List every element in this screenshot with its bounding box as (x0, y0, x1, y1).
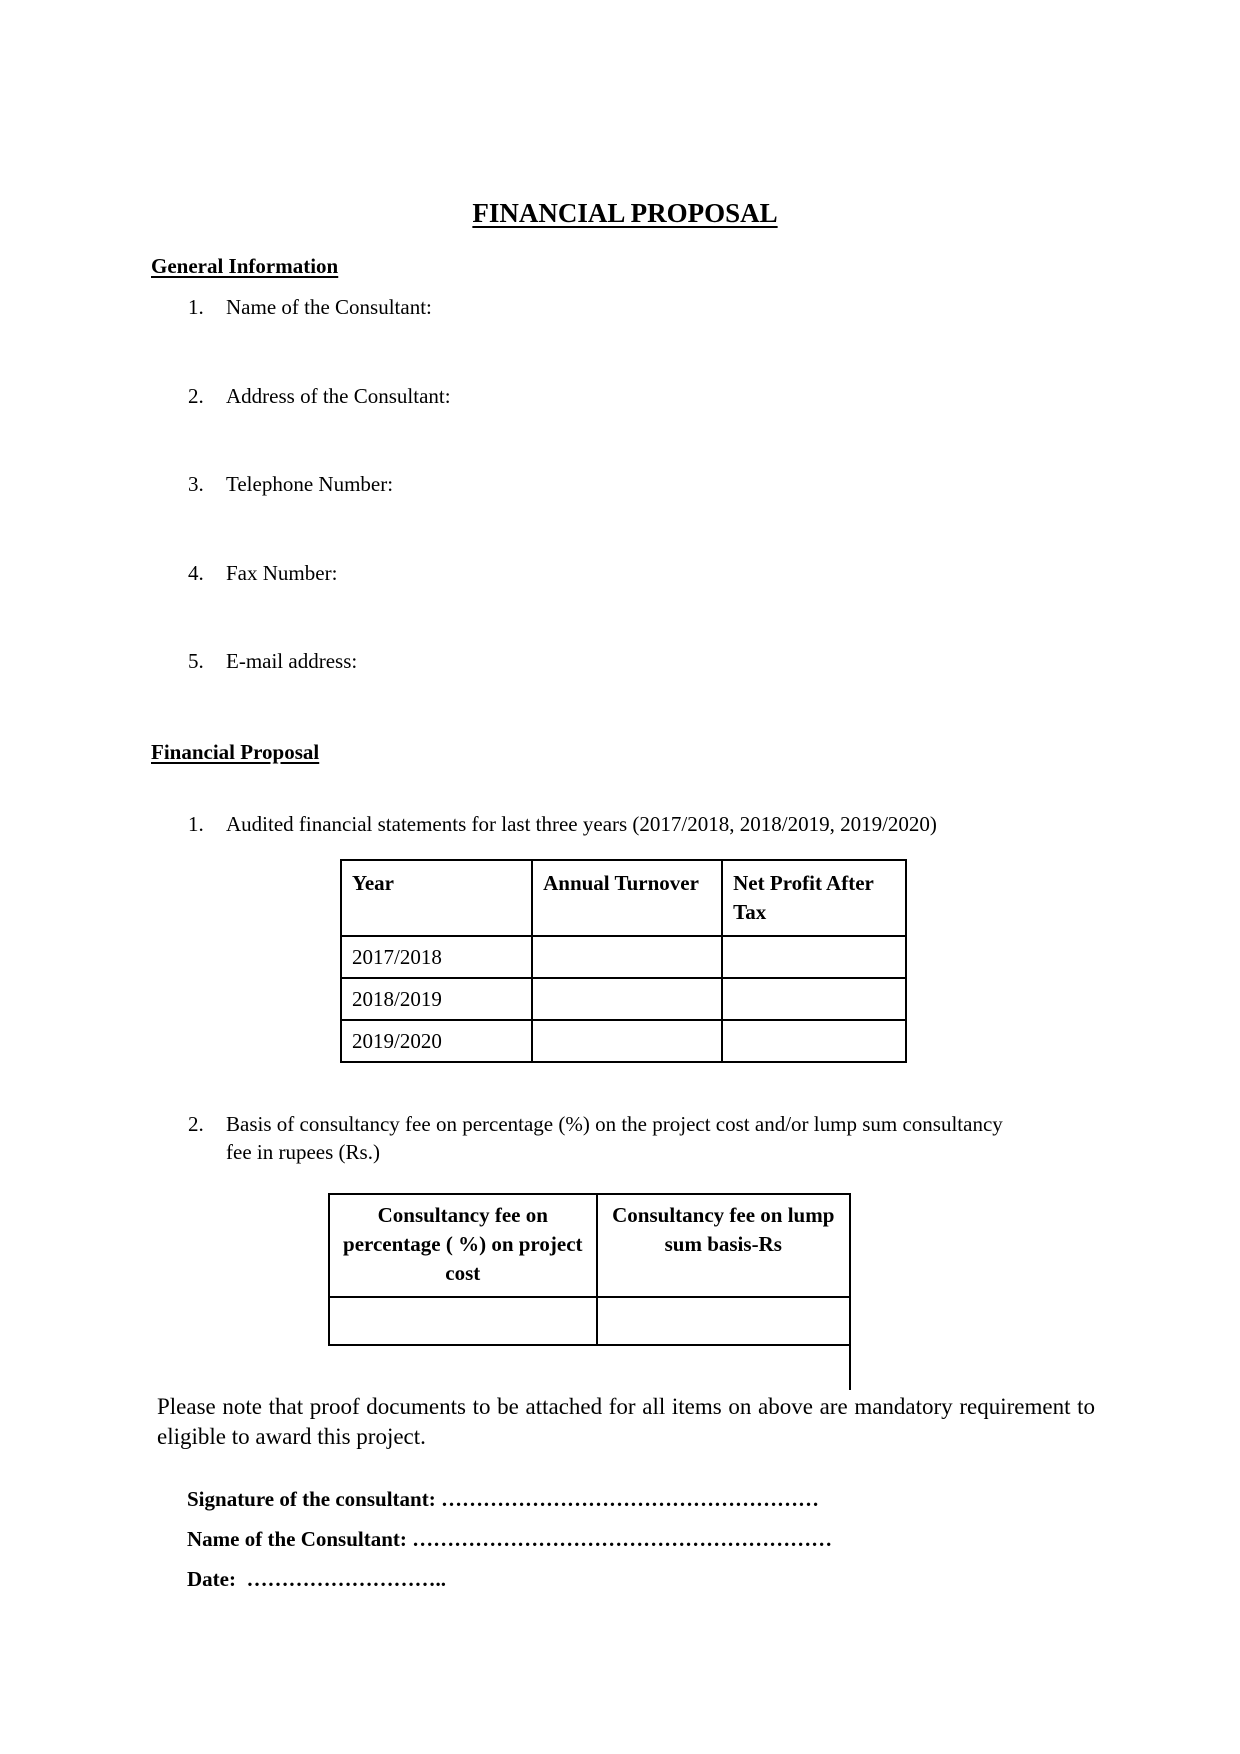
net-profit-cell[interactable] (722, 978, 906, 1020)
page-title: FINANCIAL PROPOSAL (472, 198, 778, 228)
header-fee-lump-sum: Consultancy fee on lump sum basis-Rs (597, 1194, 850, 1297)
general-item-number: 4. (188, 561, 204, 585)
date-line (187, 1567, 446, 1592)
year-cell: 2019/2020 (341, 1020, 532, 1062)
financial-item-number: 2. (188, 1112, 204, 1136)
general-information-heading: General Information (151, 254, 339, 278)
net-profit-cell[interactable] (722, 936, 906, 978)
signature-label: Signature of the consultant: (187, 1487, 436, 1511)
financial-proposal-heading: Financial Proposal (151, 740, 320, 764)
table-row (341, 936, 906, 978)
consultant-address-label: Address of the Consultant: (226, 384, 451, 408)
email-address-label: E-mail address: (226, 649, 358, 673)
general-item-number: 3. (188, 472, 204, 496)
signature-line (187, 1487, 819, 1512)
turnover-cell[interactable] (532, 936, 722, 978)
turnover-cell[interactable] (532, 978, 722, 1020)
audited-statements-text: Audited financial statements for last three years (2017/2018, 2018/2019, 2019/2020) (226, 812, 937, 836)
consultant-name-label: Name of the Consultant: (226, 295, 432, 319)
mandatory-note: Please note that proof documents to be attached for all items on above are mandatory requirement to eligible to award this project. (157, 1394, 1095, 1449)
table-divider-line (849, 1340, 851, 1390)
date-dots: ……………………….. (246, 1567, 446, 1591)
turnover-cell[interactable] (532, 1020, 722, 1062)
date-label: Date: (187, 1567, 236, 1591)
signature-dots: ……………………………………………… (440, 1487, 819, 1511)
year-cell: 2018/2019 (341, 978, 532, 1020)
table-row (329, 1297, 850, 1345)
general-item-number: 5. (188, 649, 204, 673)
header-annual-turnover: Annual Turnover (532, 860, 722, 936)
year-cell: 2017/2018 (341, 936, 532, 978)
consultant-name-line (187, 1527, 832, 1552)
name-dots: …………………………………………………… (412, 1527, 833, 1551)
consultancy-fee-table (328, 1193, 851, 1346)
financial-item-number: 1. (188, 812, 204, 836)
table-row (341, 1020, 906, 1062)
name-label: Name of the Consultant: (187, 1527, 407, 1551)
consultancy-fee-text-line1: Basis of consultancy fee on percentage (%) on the project cost and/or lump sum consultancy (226, 1112, 1003, 1136)
table-header-row (329, 1194, 850, 1297)
net-profit-cell[interactable] (722, 1020, 906, 1062)
financial-statements-table (340, 859, 907, 1063)
general-item-number: 2. (188, 384, 204, 408)
header-year: Year (341, 860, 532, 936)
general-item-number: 1. (188, 295, 204, 319)
table-header-row (341, 860, 906, 936)
header-fee-percentage: Consultancy fee on percentage ( %) on project cost (329, 1194, 597, 1297)
telephone-number-label: Telephone Number: (226, 472, 394, 496)
consultancy-fee-text-line2: fee in rupees (Rs.) (226, 1140, 380, 1164)
fax-number-label: Fax Number: (226, 561, 338, 585)
header-net-profit: Net Profit After Tax (722, 860, 906, 936)
fee-percentage-cell[interactable] (329, 1297, 597, 1345)
table-row (341, 978, 906, 1020)
fee-lump-sum-cell[interactable] (597, 1297, 850, 1345)
